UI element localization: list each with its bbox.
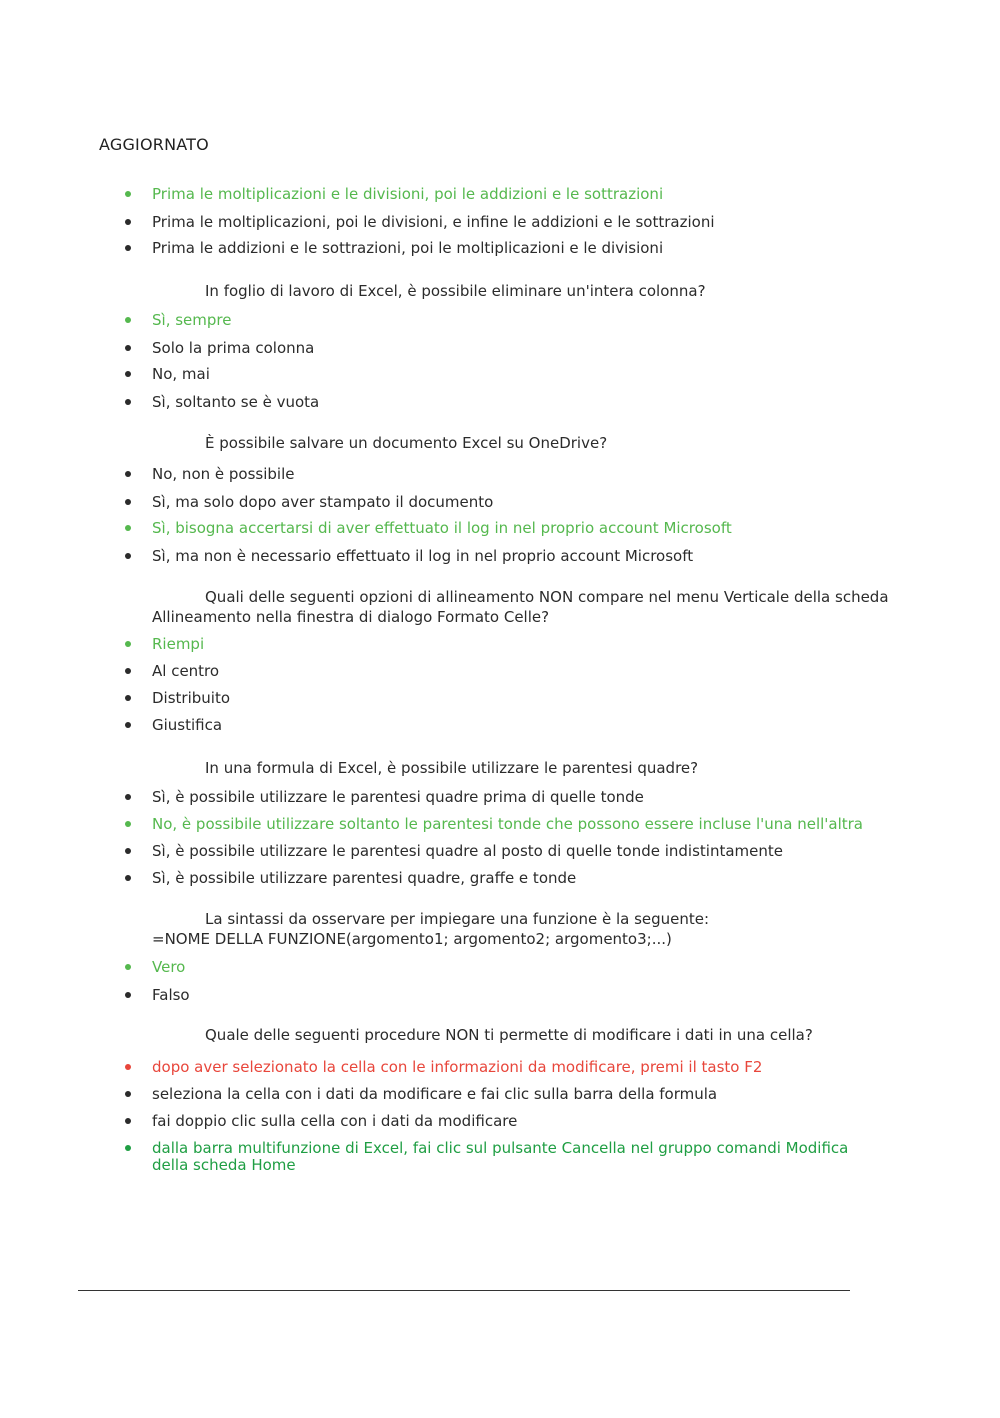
bullet-icon <box>125 245 131 251</box>
option-correct-continued: della scheda Home <box>152 1156 296 1174</box>
bullet-icon <box>125 848 131 854</box>
option: No, mai <box>152 365 210 383</box>
option-correct: Vero <box>152 958 186 976</box>
bullet-icon <box>125 219 131 225</box>
bullet-icon <box>125 964 131 970</box>
question-formula: =NOME DELLA FUNZIONE(argomento1; argomento2; argomento3;...) <box>152 930 672 948</box>
bullet-icon <box>125 821 131 827</box>
bullet-icon <box>125 471 131 477</box>
question-text: È possibile salvare un documento Excel su OneDrive? <box>205 434 608 452</box>
bullet-icon <box>125 191 131 197</box>
bullet-icon <box>125 722 131 728</box>
footer-divider <box>78 1290 850 1291</box>
option-correct: dalla barra multifunzione di Excel, fai clic sul pulsante Cancella nel gruppo comandi Modifica <box>152 1139 849 1157</box>
question-text: La sintassi da osservare per impiegare una funzione è la seguente: <box>205 910 710 928</box>
bullet-icon <box>125 345 131 351</box>
bullet-icon <box>125 668 131 674</box>
bullet-icon <box>125 1091 131 1097</box>
question-text: In una formula di Excel, è possibile utilizzare le parentesi quadre? <box>205 759 699 777</box>
bullet-icon <box>125 641 131 647</box>
bullet-icon <box>125 317 131 323</box>
option-correct: Sì, sempre <box>152 311 232 329</box>
bullet-icon <box>125 794 131 800</box>
bullet-icon <box>125 1145 131 1151</box>
bullet-icon <box>125 875 131 881</box>
question-text: Quali delle seguenti opzioni di allineamento NON compare nel menu Verticale della scheda <box>205 588 889 606</box>
bullet-icon <box>125 1118 131 1124</box>
option: Al centro <box>152 662 220 680</box>
option: Sì, soltanto se è vuota <box>152 393 320 411</box>
option: Sì, è possibile utilizzare le parentesi quadre prima di quelle tonde <box>152 788 644 806</box>
bullet-icon <box>125 553 131 559</box>
bullet-icon <box>125 1064 131 1070</box>
option-correct: No, è possibile utilizzare soltanto le parentesi tonde che possono essere incluse l'una nell'altra <box>152 815 863 833</box>
page-heading: AGGIORNATO <box>99 135 209 154</box>
option: fai doppio clic sulla cella con i dati da modificare <box>152 1112 518 1130</box>
option: Sì, è possibile utilizzare le parentesi quadre al posto di quelle tonde indistintamente <box>152 842 783 860</box>
question-text: Quale delle seguenti procedure NON ti permette di modificare i dati in una cella? <box>205 1026 813 1044</box>
bullet-icon <box>125 525 131 531</box>
bullet-icon <box>125 371 131 377</box>
bullet-icon <box>125 399 131 405</box>
option-correct: Riempi <box>152 635 205 653</box>
option: Prima le addizioni e le sottrazioni, poi le moltiplicazioni e le divisioni <box>152 239 664 257</box>
bullet-icon <box>125 695 131 701</box>
option: seleziona la cella con i dati da modificare e fai clic sulla barra della formula <box>152 1085 718 1103</box>
question-text-continued: Allineamento nella finestra di dialogo Formato Celle? <box>152 608 550 626</box>
option: No, non è possibile <box>152 465 295 483</box>
bullet-icon <box>125 992 131 998</box>
option: Sì, ma non è necessario effettuato il log in nel proprio account Microsoft <box>152 547 694 565</box>
option: Giustifica <box>152 716 223 734</box>
option: Prima le moltiplicazioni, poi le divisioni, e infine le addizioni e le sottrazioni <box>152 213 715 231</box>
option: Sì, ma solo dopo aver stampato il documento <box>152 493 494 511</box>
option: Falso <box>152 986 190 1004</box>
option-marked-wrong: dopo aver selezionato la cella con le informazioni da modificare, premi il tasto F2 <box>152 1058 763 1076</box>
option: Solo la prima colonna <box>152 339 315 357</box>
bullet-icon <box>125 499 131 505</box>
option-correct: Sì, bisogna accertarsi di aver effettuato il log in nel proprio account Microsoft <box>152 519 732 537</box>
option: Sì, è possibile utilizzare parentesi quadre, graffe e tonde <box>152 869 577 887</box>
option-correct: Prima le moltiplicazioni e le divisioni, poi le addizioni e le sottrazioni <box>152 185 664 203</box>
option: Distribuito <box>152 689 231 707</box>
question-text: In foglio di lavoro di Excel, è possibile eliminare un'intera colonna? <box>205 282 706 300</box>
